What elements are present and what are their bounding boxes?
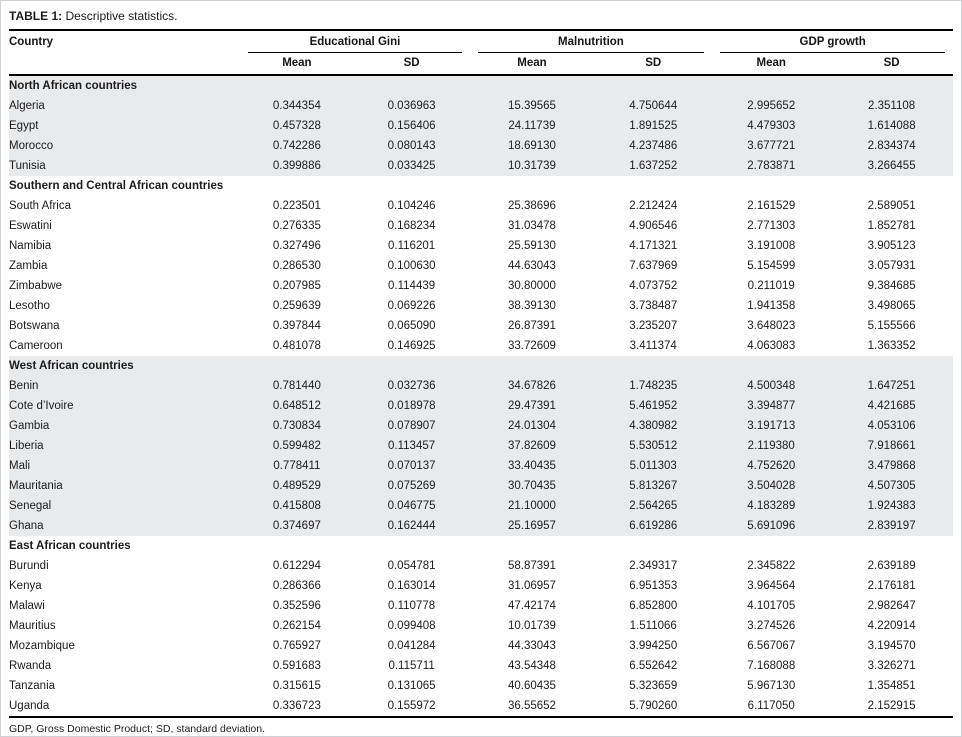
- table-row: [9, 316, 953, 336]
- value-cell: 4.752620: [712, 456, 830, 476]
- value-cell: 0.207985: [272, 279, 321, 292]
- value-cell: 2.345822: [747, 559, 796, 572]
- value-cell: 3.738487: [629, 299, 678, 312]
- table-row: [9, 96, 953, 116]
- group-header-row: [9, 31, 953, 53]
- value-cell: 26.87391: [507, 319, 556, 332]
- value-cell: 3.964564: [747, 579, 796, 592]
- value-cell: 3.057931: [867, 259, 916, 272]
- value-cell: 4.421685: [830, 396, 953, 416]
- table-row: [9, 696, 953, 717]
- value-cell: 2.639189: [867, 559, 916, 572]
- value-cell: 4.507305: [830, 476, 953, 496]
- table-row: [9, 336, 953, 356]
- value-cell: 0.259639: [272, 299, 321, 312]
- value-cell: 2.152915: [867, 699, 916, 712]
- descriptive-statistics-table: [9, 31, 953, 718]
- value-cell: 0.131065: [387, 679, 436, 692]
- section-header-row: [9, 356, 953, 376]
- value-cell: 43.54348: [507, 659, 556, 672]
- value-cell: 3.191008: [747, 239, 796, 252]
- value-cell: 0.591683: [272, 659, 321, 672]
- country-cell: Mauritius: [9, 619, 56, 632]
- country-cell: Zimbabwe: [9, 279, 63, 292]
- value-cell: 0.286530: [272, 259, 321, 272]
- value-cell: 2.771303: [747, 219, 796, 232]
- value-cell: 2.995652: [712, 96, 830, 116]
- value-cell: 3.504028: [712, 476, 830, 496]
- value-cell: 2.161529: [747, 199, 796, 212]
- table-header: [9, 31, 953, 75]
- country-cell: Burundi: [9, 559, 49, 572]
- value-cell: 37.82609: [470, 436, 595, 456]
- value-cell: 5.155566: [867, 319, 916, 332]
- value-cell: 0.041284: [387, 639, 436, 652]
- table-row: [9, 436, 953, 456]
- value-cell: 0.036963: [354, 96, 470, 116]
- table-row: [9, 116, 953, 136]
- value-cell: 44.33043: [507, 639, 556, 652]
- value-cell: 5.967130: [747, 679, 796, 692]
- value-cell: 2.783871: [712, 156, 830, 176]
- value-cell: 3.394877: [712, 396, 830, 416]
- table-footnote: GDP, Gross Domestic Product; SD, standard deviation.: [9, 723, 265, 735]
- value-cell: 4.237486: [594, 136, 712, 156]
- value-cell: 1.647251: [830, 376, 953, 396]
- table-row: [9, 296, 953, 316]
- value-cell: 0.415808: [240, 496, 353, 516]
- value-cell: 21.10000: [470, 496, 595, 516]
- value-cell: 0.730834: [240, 416, 353, 436]
- value-cell: 1.637252: [594, 156, 712, 176]
- value-cell: 1.924383: [830, 496, 953, 516]
- table-row: [9, 576, 953, 596]
- table-row: [9, 236, 953, 256]
- value-cell: 2.176181: [867, 579, 916, 592]
- table-row: [9, 616, 953, 636]
- country-cell: Malawi: [9, 599, 45, 612]
- value-cell: 0.116201: [388, 239, 436, 252]
- value-cell: 3.191713: [712, 416, 830, 436]
- value-cell: 3.235207: [629, 319, 678, 332]
- value-cell: 4.750644: [594, 96, 712, 116]
- value-cell: 0.765927: [272, 639, 321, 652]
- section-header-row: [9, 75, 953, 96]
- country-cell: Botswana: [9, 319, 60, 332]
- value-cell: 5.011303: [594, 456, 712, 476]
- value-cell: 0.481078: [272, 339, 321, 352]
- value-cell: 0.612294: [272, 559, 321, 572]
- section-header-row: [9, 176, 953, 196]
- country-cell: Uganda: [9, 699, 50, 712]
- value-cell: 0.399886: [240, 156, 353, 176]
- country-cell: Gambia: [9, 416, 240, 436]
- column-header-country: Country: [9, 36, 54, 48]
- country-cell: Morocco: [9, 136, 240, 156]
- value-cell: 4.906546: [629, 219, 678, 232]
- table-row: [9, 596, 953, 616]
- value-cell: 4.063083: [747, 339, 796, 352]
- table-row: [9, 476, 953, 496]
- value-cell: 0.344354: [240, 96, 353, 116]
- value-cell: 0.286366: [272, 579, 321, 592]
- country-cell: Algeria: [9, 96, 240, 116]
- value-cell: 9.384685: [867, 279, 916, 292]
- value-cell: 0.078907: [354, 416, 470, 436]
- value-cell: 0.032736: [354, 376, 470, 396]
- table-row: [9, 216, 953, 236]
- value-cell: 4.101705: [747, 599, 796, 612]
- value-cell: 0.352596: [272, 599, 321, 612]
- country-cell: Egypt: [9, 116, 240, 136]
- country-cell: Benin: [9, 376, 240, 396]
- country-cell: Tanzania: [9, 679, 56, 692]
- country-cell: Mauritania: [9, 476, 240, 496]
- country-cell: Liberia: [9, 436, 240, 456]
- value-cell: 0.065090: [387, 319, 436, 332]
- table-row: [9, 396, 953, 416]
- value-cell: 0.080143: [354, 136, 470, 156]
- country-cell: Kenya: [9, 579, 42, 592]
- country-cell: Lesotho: [9, 299, 50, 312]
- value-cell: 1.852781: [867, 219, 916, 232]
- value-cell: 33.40435: [470, 456, 595, 476]
- value-cell: 1.354851: [867, 679, 916, 692]
- country-cell: Eswatini: [9, 219, 52, 232]
- value-cell: 0.033425: [354, 156, 470, 176]
- value-cell: 4.380982: [594, 416, 712, 436]
- table-row: [9, 676, 953, 696]
- value-cell: 6.552642: [629, 659, 678, 672]
- country-cell: Cameroon: [9, 339, 63, 352]
- value-cell: 2.564265: [594, 496, 712, 516]
- country-cell: Namibia: [9, 239, 52, 252]
- value-cell: 0.104246: [387, 199, 436, 212]
- value-cell: 2.212424: [629, 199, 678, 212]
- column-header-malnutrition-sd: SD: [645, 57, 662, 69]
- value-cell: 3.498065: [867, 299, 916, 312]
- value-cell: 0.262154: [272, 619, 321, 632]
- value-cell: 5.813267: [594, 476, 712, 496]
- value-cell: 2.839197: [830, 516, 953, 536]
- table-title-text: Descriptive statistics.: [65, 9, 178, 23]
- section-header-row: [9, 536, 953, 556]
- value-cell: 0.276335: [272, 219, 321, 232]
- value-cell: 0.742286: [240, 136, 353, 156]
- value-cell: 0.046775: [354, 496, 470, 516]
- value-cell: 2.349317: [629, 559, 678, 572]
- table-row: [9, 496, 953, 516]
- value-cell: 58.87391: [507, 559, 556, 572]
- value-cell: 0.648512: [240, 396, 353, 416]
- value-cell: 0.223501: [272, 199, 321, 212]
- column-header-gdp-sd: SD: [883, 57, 900, 69]
- value-cell: 4.183289: [712, 496, 830, 516]
- value-cell: 40.60435: [507, 679, 556, 692]
- table-title: [9, 6, 953, 31]
- value-cell: 10.01739: [507, 619, 556, 632]
- value-cell: 5.530512: [594, 436, 712, 456]
- value-cell: 1.614088: [830, 116, 953, 136]
- table-title-prefix: TABLE 1:: [9, 9, 63, 23]
- value-cell: 10.31739: [470, 156, 595, 176]
- table-row: [9, 656, 953, 676]
- value-cell: 18.69130: [470, 136, 595, 156]
- table-row: [9, 156, 953, 176]
- value-cell: 0.113457: [354, 436, 470, 456]
- value-cell: 38.39130: [507, 299, 556, 312]
- value-cell: 3.411374: [629, 339, 677, 352]
- value-cell: 7.637969: [629, 259, 678, 272]
- country-cell: Senegal: [9, 496, 240, 516]
- value-cell: 0.156406: [354, 116, 470, 136]
- value-cell: 0.599482: [240, 436, 353, 456]
- table-row: [9, 256, 953, 276]
- value-cell: 25.59130: [507, 239, 556, 252]
- table-row: [9, 196, 953, 216]
- value-cell: 31.06957: [507, 579, 556, 592]
- value-cell: 0.781440: [240, 376, 353, 396]
- table-body: [9, 75, 953, 717]
- value-cell: 0.163014: [387, 579, 436, 592]
- value-cell: 2.834374: [830, 136, 953, 156]
- value-cell: 4.220914: [867, 619, 916, 632]
- table-row: [9, 136, 953, 156]
- country-cell: Mali: [9, 456, 240, 476]
- value-cell: 5.790260: [629, 699, 678, 712]
- value-cell: 4.171321: [629, 239, 678, 252]
- value-cell: 0.075269: [354, 476, 470, 496]
- group-header-gdp-growth: [712, 31, 953, 53]
- country-cell: Tunisia: [9, 156, 240, 176]
- value-cell: 1.363352: [867, 339, 916, 352]
- value-cell: 0.115711: [388, 659, 435, 672]
- value-cell: 24.11739: [470, 116, 595, 136]
- value-cell: 1.941358: [747, 299, 796, 312]
- group-header-malnutrition: [470, 31, 713, 53]
- value-cell: 0.110778: [388, 599, 436, 612]
- value-cell: 6.117050: [747, 699, 795, 712]
- country-cell: Cote d’Ivoire: [9, 396, 240, 416]
- value-cell: 3.194570: [867, 639, 916, 652]
- value-cell: 31.03478: [507, 219, 556, 232]
- value-cell: 6.567067: [747, 639, 796, 652]
- value-cell: 0.100630: [387, 259, 436, 272]
- value-cell: 2.589051: [867, 199, 916, 212]
- value-cell: 3.648023: [747, 319, 796, 332]
- table-row: [9, 556, 953, 576]
- value-cell: 3.905123: [867, 239, 916, 252]
- value-cell: 0.397844: [272, 319, 321, 332]
- value-cell: 1.511066: [629, 619, 677, 632]
- table-row: [9, 376, 953, 396]
- value-cell: 2.119380: [712, 436, 830, 456]
- value-cell: 0.114439: [388, 279, 436, 292]
- value-cell: 2.982647: [867, 599, 916, 612]
- value-cell: 29.47391: [470, 396, 595, 416]
- value-cell: 44.63043: [507, 259, 556, 272]
- value-cell: 0.168234: [387, 219, 436, 232]
- value-cell: 4.500348: [712, 376, 830, 396]
- value-cell: 24.01304: [470, 416, 595, 436]
- value-cell: 1.891525: [594, 116, 712, 136]
- value-cell: 3.266455: [830, 156, 953, 176]
- group-header-educational-gini: [240, 31, 469, 53]
- value-cell: 3.274526: [747, 619, 796, 632]
- value-cell: 36.55652: [507, 699, 556, 712]
- value-cell: 0.315615: [272, 679, 321, 692]
- column-header-gini-sd: SD: [403, 57, 420, 69]
- column-header-malnutrition-mean: Mean: [517, 57, 547, 69]
- value-cell: 0.327496: [272, 239, 321, 252]
- value-cell: 33.72609: [507, 339, 556, 352]
- value-cell: 3.326271: [867, 659, 916, 672]
- value-cell: 25.16957: [470, 516, 595, 536]
- value-cell: 5.691096: [712, 516, 830, 536]
- value-cell: 47.42174: [507, 599, 556, 612]
- group-header-gdp-growth-label: GDP growth: [720, 35, 945, 53]
- section-name: North African countries: [9, 75, 953, 96]
- value-cell: 0.018978: [354, 396, 470, 416]
- table-row: [9, 416, 953, 436]
- value-cell: 6.619286: [594, 516, 712, 536]
- value-cell: 7.168088: [747, 659, 796, 672]
- value-cell: 25.38696: [507, 199, 556, 212]
- table-row: [9, 456, 953, 476]
- value-cell: 15.39565: [470, 96, 595, 116]
- country-cell: Zambia: [9, 259, 48, 272]
- table-row: [9, 516, 953, 536]
- country-cell: Rwanda: [9, 659, 52, 672]
- value-cell: 2.351108: [830, 96, 953, 116]
- value-cell: 0.336723: [272, 699, 321, 712]
- value-cell: 5.154599: [747, 259, 796, 272]
- value-cell: 30.70435: [470, 476, 595, 496]
- country-cell: South Africa: [9, 199, 72, 212]
- column-header-gini-mean: Mean: [282, 57, 312, 69]
- value-cell: 0.778411: [240, 456, 353, 476]
- country-cell: Mozambique: [9, 639, 75, 652]
- value-cell: 0.146925: [387, 339, 436, 352]
- value-cell: 0.374697: [240, 516, 353, 536]
- value-cell: 0.155972: [387, 699, 436, 712]
- table-row: [9, 276, 953, 296]
- value-cell: 0.211019: [747, 279, 795, 292]
- section-name: West African countries: [9, 356, 953, 376]
- value-cell: 7.918661: [830, 436, 953, 456]
- value-cell: 6.852800: [629, 599, 678, 612]
- value-cell: 3.479868: [830, 456, 953, 476]
- section-name: Southern and Central African countries: [9, 179, 224, 192]
- value-cell: 4.479303: [712, 116, 830, 136]
- value-cell: 4.053106: [830, 416, 953, 436]
- value-cell: 3.994250: [629, 639, 678, 652]
- value-cell: 34.67826: [470, 376, 595, 396]
- group-header-malnutrition-label: Malnutrition: [478, 35, 705, 53]
- value-cell: 5.461952: [594, 396, 712, 416]
- table-row: [9, 636, 953, 656]
- value-cell: 4.073752: [629, 279, 678, 292]
- value-cell: 1.748235: [594, 376, 712, 396]
- group-header-educational-gini-label: Educational Gini: [248, 35, 461, 53]
- value-cell: 3.677721: [712, 136, 830, 156]
- value-cell: 6.951353: [629, 579, 678, 592]
- value-cell: 0.457328: [240, 116, 353, 136]
- value-cell: 0.489529: [240, 476, 353, 496]
- value-cell: 0.162444: [354, 516, 470, 536]
- value-cell: 5.323659: [629, 679, 678, 692]
- value-cell: 30.80000: [507, 279, 556, 292]
- value-cell: 0.069226: [387, 299, 436, 312]
- value-cell: 0.054781: [387, 559, 436, 572]
- value-cell: 0.070137: [354, 456, 470, 476]
- column-header-gdp-mean: Mean: [756, 57, 786, 69]
- section-name: East African countries: [9, 539, 131, 552]
- value-cell: 0.099408: [387, 619, 436, 632]
- country-cell: Ghana: [9, 516, 240, 536]
